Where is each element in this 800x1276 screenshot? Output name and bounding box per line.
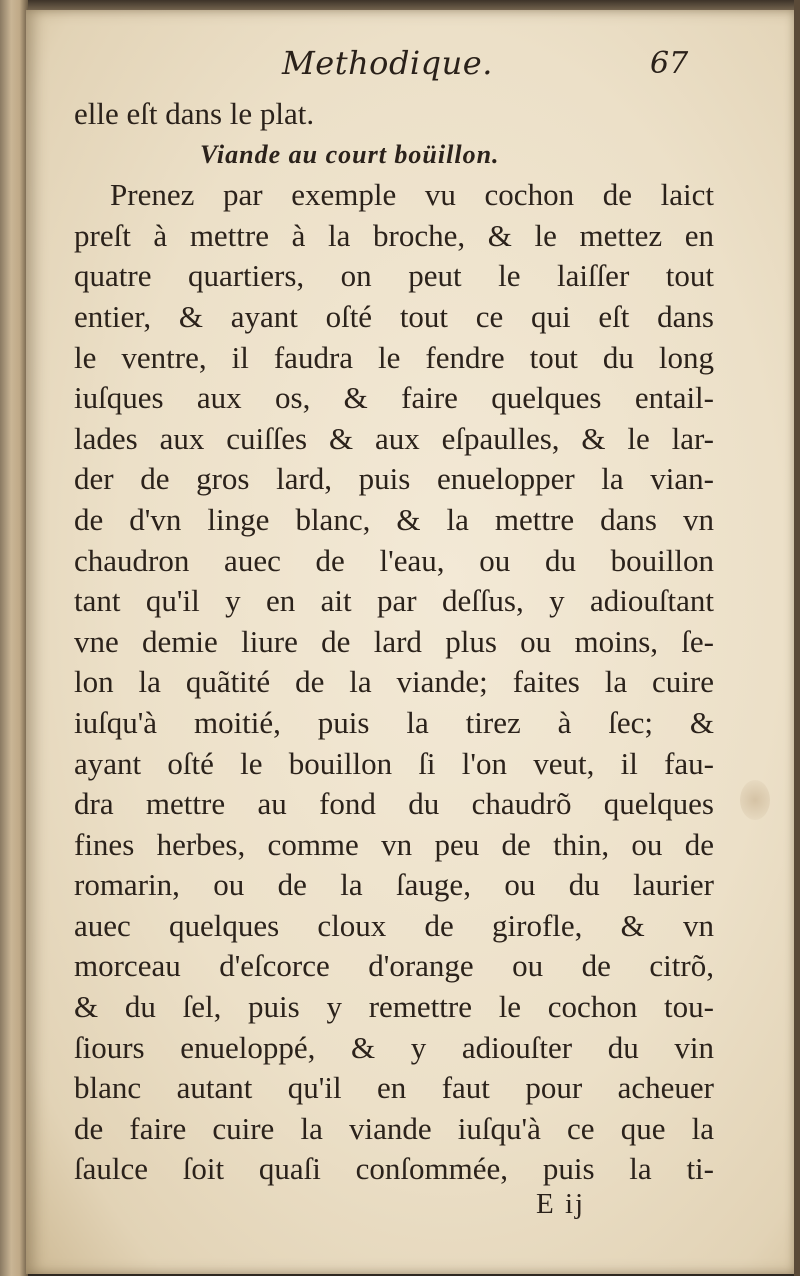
section-heading: Viande au court boüillon. bbox=[200, 139, 500, 169]
body-text bbox=[74, 94, 714, 1190]
text-line: tant qu'il y en ait par deſſus, y adiouſtant bbox=[74, 583, 714, 619]
running-head: Methodique. bbox=[282, 44, 493, 82]
right-edge-shadow bbox=[794, 0, 800, 1276]
text-line: romarin, ou de la ſauge, ou du laurier bbox=[74, 867, 714, 903]
text-line: der de gros lard, puis enuelopper la vian- bbox=[74, 461, 714, 497]
text-line: & du ſel, puis y remettre le cochon tou- bbox=[74, 989, 714, 1025]
text-line: ayant oſté le bouillon ſi l'on veut, il fau- bbox=[74, 745, 714, 781]
text-line: lon la quãtité de la viande; faites la cuire bbox=[74, 664, 714, 700]
text-line: le ventre, il faudra le fendre tout du long bbox=[74, 339, 714, 375]
signature-mark: E ij bbox=[536, 1188, 586, 1220]
text-line: preſt à mettre à la broche, & le mettez en bbox=[74, 217, 714, 253]
text-line: dra mettre au fond du chaudrõ quelques bbox=[74, 786, 714, 822]
text-line: iuſques aux os, & faire quelques entail- bbox=[74, 380, 714, 416]
text-line: ſaulce ſoit quaſi conſommée, puis la ti- bbox=[74, 1151, 714, 1187]
text-line: entier, & ayant oſté tout ce qui eſt dans bbox=[74, 298, 714, 334]
text-line: lades aux cuiſſes & aux eſpaulles, & le lar- bbox=[74, 420, 714, 456]
text-line: auec quelques cloux de girofle, & vn bbox=[74, 907, 714, 943]
text-line: ſiours enueloppé, & y adiouſter du vin bbox=[74, 1029, 714, 1065]
book-binding bbox=[0, 0, 28, 1276]
text-line: de d'vn linge blanc, & la mettre dans vn bbox=[74, 501, 714, 537]
page-header bbox=[0, 44, 800, 94]
text-line: blanc autant qu'il en faut pour acheuer bbox=[74, 1070, 714, 1106]
text-line: Prenez par exemple vu cochon de laict bbox=[110, 177, 714, 213]
ink-bleed-stain bbox=[740, 780, 770, 820]
text-line: quatre quartiers, on peut le laiſſer tout bbox=[74, 258, 714, 294]
text-line: de faire cuire la viande iuſqu'à ce que la bbox=[74, 1110, 714, 1146]
text-line: chaudron auec de l'eau, ou du bouillon bbox=[74, 542, 714, 578]
page-number: 67 bbox=[650, 46, 689, 81]
text-line: iuſqu'à moitié, puis la tirez à ſec; & bbox=[74, 704, 714, 740]
text-line: morceau d'eſcorce d'orange ou de citrõ, bbox=[74, 948, 714, 984]
text-line: vne demie liure de lard plus ou moins, ſe- bbox=[74, 623, 714, 659]
text-line: fines herbes, comme vn peu de thin, ou de bbox=[74, 826, 714, 862]
text-line: elle eſt dans le plat. bbox=[74, 96, 315, 131]
